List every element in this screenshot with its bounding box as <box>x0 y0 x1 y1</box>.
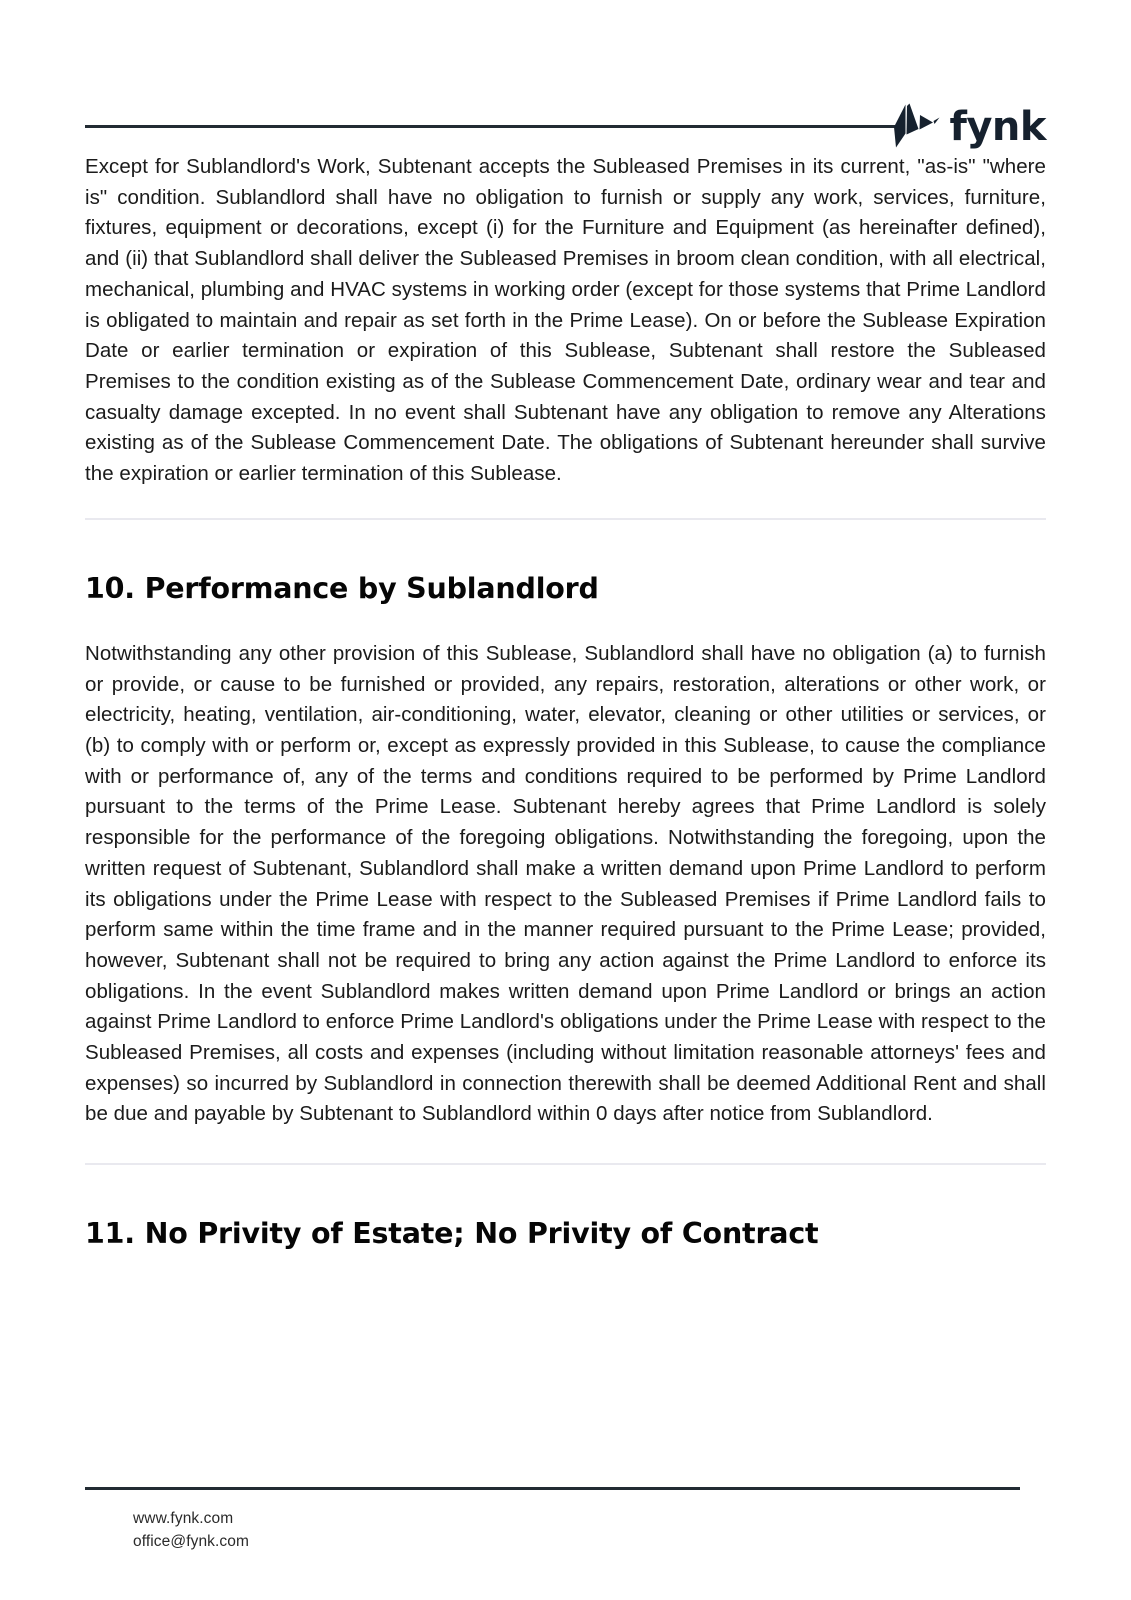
brand-wordmark: fynk <box>949 104 1046 150</box>
paragraph-continued: Except for Sublandlord's Work, Subtenant accepts the Subleased Premises in its current, "as-is" "where is" condition. Sublandlord shall have no obligation to furnish or supply any work, services, furniture, fixtures, equipment or decorations, except (i) for the Furniture and Equipment (as hereinafter defined), and (ii) that Sublandlord shall deliver the Subleased Premises in broom clean condition, with all electrical, mechanical, plumbing and HVAC systems in working order (except for those systems that Prime Landlord is obligated to maintain and repair as set forth in the Prime Lease). On or before the Sublease Expiration Date or earlier termination or expiration of this Sublease, Subtenant shall restore the Subleased Premises to the condition existing as of the Sublease Commencement Date, ordinary wear and tear and casualty damage excepted. In no event shall Subtenant have any obligation to remove any Alterations existing as of the Sublease Commencement Date. The obligations of Subtenant hereunder shall survive the expiration or earlier termination of this Sublease. <box>85 155 1046 486</box>
document-body <box>85 152 1046 1251</box>
footer-contact-block <box>85 1507 1046 1553</box>
header-divider-rule <box>85 125 895 128</box>
footer-divider-rule <box>85 1487 1020 1490</box>
origami-bird-icon <box>888 103 940 149</box>
page-header <box>85 95 1046 157</box>
footer-email[interactable]: office@fynk.com <box>133 1533 250 1550</box>
footer-website[interactable]: www.fynk.com <box>133 1510 234 1527</box>
page-footer <box>85 1487 1046 1553</box>
section-heading-10: 10. Performance by Sublandlord <box>85 571 599 605</box>
section-heading-11: 11. No Privity of Estate; No Privity of Contract <box>85 1217 819 1251</box>
section-body-10: Notwithstanding any other provision of this Sublease, Sublandlord shall have no obligation (a) to furnish or provide, or cause to be furnished or provided, any repairs, restoration, alterations or other work, or electricity, heating, ventilation, air-conditioning, water, elevator, cleaning or other utilities or services, or (b) to comply with or perform or, except as expressly provided in this Sublease, to cause the compliance with or performance of, any of the terms and conditions required to be performed by Prime Landlord pursuant to the terms of the Prime Lease. Subtenant hereby agrees that Prime Landlord is solely responsible for the performance of the foregoing obligations. Notwithstanding the foregoing, upon the written request of Subtenant, Sublandlord shall make a written demand upon Prime Landlord to perform its obligations under the Prime Lease with respect to the Subleased Premises if Prime Landlord fails to perform same within the time frame and in the manner required pursuant to the Prime Lease; provided, however, Subtenant shall not be required to bring any action against the Prime Landlord to enforce its obligations. In the event Sublandlord makes written demand upon Prime Landlord or brings an action against Prime Landlord to enforce Prime Landlord's obligations under the Prime Lease with respect to the Subleased Premises, all costs and expenses (including without limitation reasonable attorneys' fees and expenses) so incurred by Sublandlord in connection therewith shall be deemed Additional Rent and shall be due and payable by Subtenant to Sublandlord within 0 days after notice from Sublandlord. <box>85 641 1046 1126</box>
brand-logo <box>888 95 1046 157</box>
